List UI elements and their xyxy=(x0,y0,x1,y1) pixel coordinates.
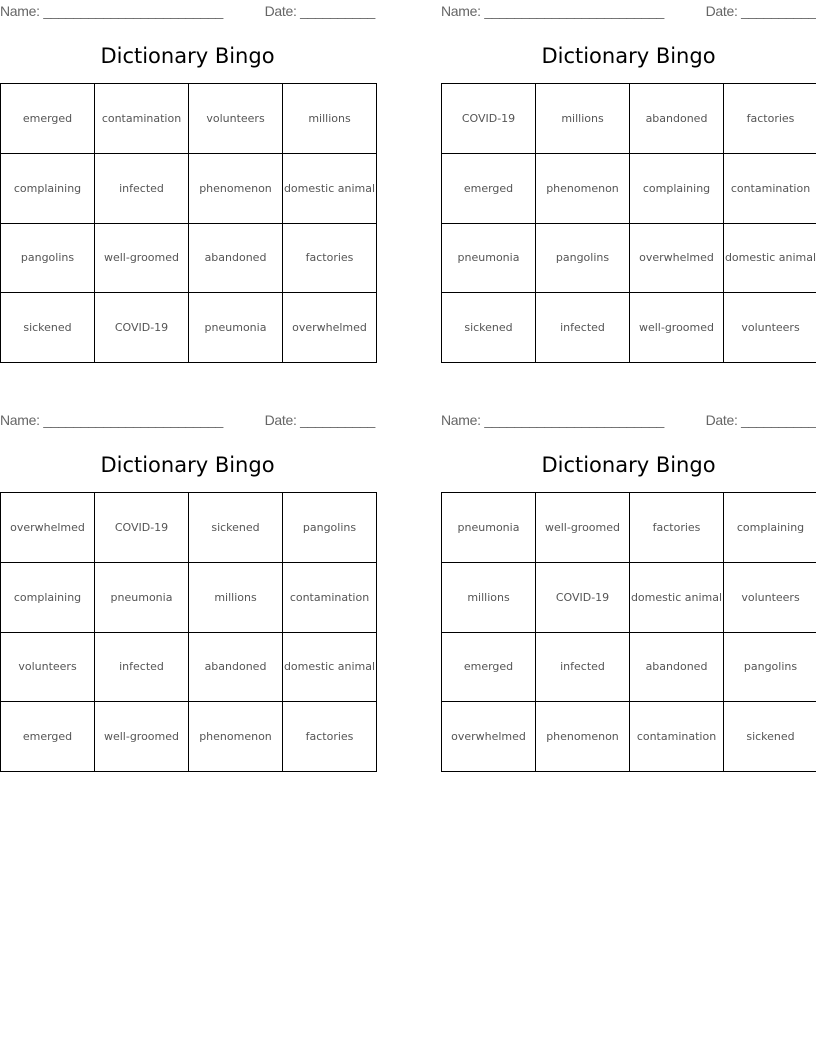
grid-row xyxy=(1,632,377,702)
grid-row xyxy=(1,293,377,363)
date-field[interactable]: Date: __________ xyxy=(705,412,816,428)
grid-row xyxy=(1,562,377,632)
bingo-cell[interactable]: contamination xyxy=(724,153,816,223)
bingo-cell[interactable]: domestic animal xyxy=(283,153,377,223)
bingo-cell[interactable]: sickened xyxy=(1,293,95,363)
bingo-cell[interactable]: sickened xyxy=(724,702,816,772)
grid-row xyxy=(1,702,377,772)
name-field[interactable]: Name: ________________________ xyxy=(441,3,664,19)
bingo-cell[interactable]: overwhelmed xyxy=(283,293,377,363)
bingo-cell[interactable]: COVID-19 xyxy=(95,493,189,563)
bingo-cell[interactable]: millions xyxy=(442,562,536,632)
bingo-cell[interactable]: contamination xyxy=(95,84,189,154)
bingo-cell[interactable]: contamination xyxy=(630,702,724,772)
bingo-cell[interactable]: volunteers xyxy=(189,84,283,154)
bingo-cell[interactable]: well-groomed xyxy=(95,702,189,772)
grid-row xyxy=(1,223,377,293)
bingo-cell[interactable]: domestic animal xyxy=(724,223,816,293)
bingo-cell[interactable]: overwhelmed xyxy=(630,223,724,293)
header-row xyxy=(0,409,375,431)
bingo-cell[interactable]: phenomenon xyxy=(536,153,630,223)
bingo-cell[interactable]: well-groomed xyxy=(95,223,189,293)
bingo-cell[interactable]: millions xyxy=(536,84,630,154)
bingo-cell[interactable]: emerged xyxy=(1,84,95,154)
bingo-card xyxy=(0,0,376,335)
bingo-cell[interactable]: millions xyxy=(189,562,283,632)
date-field[interactable]: Date: __________ xyxy=(264,412,375,428)
bingo-cell[interactable]: factories xyxy=(630,493,724,563)
card-title: Dictionary Bingo xyxy=(541,44,716,68)
bingo-cell[interactable]: contamination xyxy=(283,562,377,632)
bingo-cell[interactable]: abandoned xyxy=(630,632,724,702)
bingo-cell[interactable]: abandoned xyxy=(189,223,283,293)
bingo-cell[interactable]: volunteers xyxy=(724,562,816,632)
bingo-cell[interactable]: well-groomed xyxy=(536,493,630,563)
bingo-cell[interactable]: infected xyxy=(536,632,630,702)
grid-row xyxy=(442,293,816,363)
bingo-grid xyxy=(0,492,377,772)
bingo-grid xyxy=(0,83,377,363)
bingo-cell[interactable]: pangolins xyxy=(1,223,95,293)
bingo-card xyxy=(441,0,816,335)
bingo-cell[interactable]: emerged xyxy=(442,153,536,223)
bingo-card xyxy=(441,409,816,744)
bingo-cell[interactable]: abandoned xyxy=(630,84,724,154)
bingo-cell[interactable]: complaining xyxy=(1,562,95,632)
bingo-cell[interactable]: infected xyxy=(95,632,189,702)
name-field[interactable]: Name: ________________________ xyxy=(0,3,223,19)
bingo-cell[interactable]: pangolins xyxy=(283,493,377,563)
bingo-cell[interactable]: COVID-19 xyxy=(95,293,189,363)
card-title: Dictionary Bingo xyxy=(100,44,275,68)
grid-row xyxy=(442,632,816,702)
bingo-cell[interactable]: pneumonia xyxy=(442,493,536,563)
bingo-cell[interactable]: sickened xyxy=(189,493,283,563)
bingo-grid xyxy=(441,83,816,363)
grid-row xyxy=(1,153,377,223)
bingo-cell[interactable]: well-groomed xyxy=(630,293,724,363)
bingo-cell[interactable]: emerged xyxy=(1,702,95,772)
bingo-cell[interactable]: volunteers xyxy=(1,632,95,702)
bingo-cell[interactable]: infected xyxy=(95,153,189,223)
grid-row xyxy=(442,223,816,293)
grid-row xyxy=(1,84,377,154)
bingo-cell[interactable]: sickened xyxy=(442,293,536,363)
bingo-cell[interactable]: millions xyxy=(283,84,377,154)
bingo-card xyxy=(0,409,376,744)
card-title: Dictionary Bingo xyxy=(541,453,716,477)
bingo-cell[interactable]: infected xyxy=(536,293,630,363)
grid-row xyxy=(442,84,816,154)
bingo-cell[interactable]: domestic animal xyxy=(630,562,724,632)
bingo-cell[interactable]: pneumonia xyxy=(442,223,536,293)
bingo-cell[interactable]: factories xyxy=(283,223,377,293)
bingo-cell[interactable]: factories xyxy=(724,84,816,154)
grid-row xyxy=(442,153,816,223)
date-field[interactable]: Date: __________ xyxy=(705,3,816,19)
bingo-cell[interactable]: abandoned xyxy=(189,632,283,702)
bingo-cell[interactable]: factories xyxy=(283,702,377,772)
grid-row xyxy=(442,702,816,772)
bingo-grid xyxy=(441,492,816,772)
grid-row xyxy=(442,493,816,563)
bingo-cell[interactable]: emerged xyxy=(442,632,536,702)
bingo-cell[interactable]: pangolins xyxy=(536,223,630,293)
bingo-cell[interactable]: complaining xyxy=(724,493,816,563)
bingo-cell[interactable]: pangolins xyxy=(724,632,816,702)
bingo-cell[interactable]: phenomenon xyxy=(189,702,283,772)
bingo-cell[interactable]: volunteers xyxy=(724,293,816,363)
header-row xyxy=(0,0,375,22)
bingo-cell[interactable]: overwhelmed xyxy=(1,493,95,563)
bingo-cell[interactable]: phenomenon xyxy=(536,702,630,772)
date-field[interactable]: Date: __________ xyxy=(264,3,375,19)
bingo-cell[interactable]: pneumonia xyxy=(95,562,189,632)
bingo-cell[interactable]: complaining xyxy=(630,153,724,223)
card-title: Dictionary Bingo xyxy=(100,453,275,477)
bingo-cell[interactable]: pneumonia xyxy=(189,293,283,363)
bingo-cell[interactable]: domestic animal xyxy=(283,632,377,702)
header-row xyxy=(441,0,816,22)
name-field[interactable]: Name: ________________________ xyxy=(0,412,223,428)
bingo-cell[interactable]: phenomenon xyxy=(189,153,283,223)
bingo-cell[interactable]: complaining xyxy=(1,153,95,223)
bingo-cell[interactable]: COVID-19 xyxy=(442,84,536,154)
grid-row xyxy=(442,562,816,632)
bingo-cell[interactable]: overwhelmed xyxy=(442,702,536,772)
name-field[interactable]: Name: ________________________ xyxy=(441,412,664,428)
header-row xyxy=(441,409,816,431)
grid-row xyxy=(1,493,377,563)
bingo-cell[interactable]: COVID-19 xyxy=(536,562,630,632)
